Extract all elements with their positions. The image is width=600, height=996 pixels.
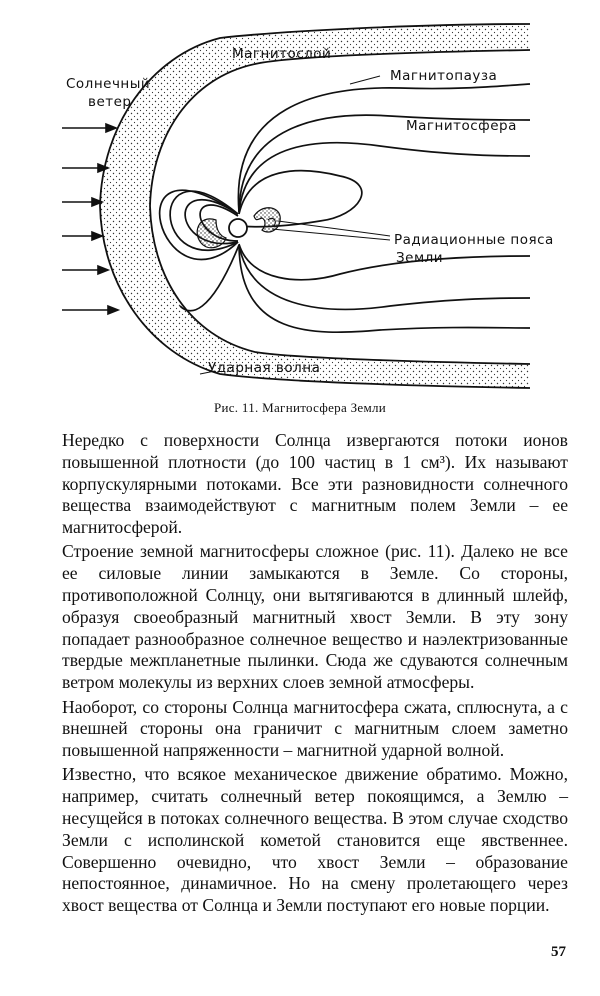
body-text [62, 430, 568, 917]
magnetosheath-label: Магнитослой [232, 46, 332, 62]
page-number: 57 [551, 944, 566, 960]
magnetopause-label: Магнитопауза [390, 68, 498, 84]
paragraph-4: Известно, что всякое механическое движение обратимо. Можно, например, считать солнечный ветер покоящимся, а Землю – несущейся в потоках солнечного вещества. В этом случае сходство Земли с исполинской кометой становится еще явственнее. Совершенно очевидно, что хвост Земли – образование непостоянное, динамичное. Но на смену пролетающего через хвост вещества от Солнца и Земли поступают его новые порции. [62, 764, 568, 916]
solar-wind-label-1: Солнечный [66, 76, 151, 92]
radiation-belts-label-1: Радиационные пояса [394, 232, 554, 248]
radiation-belt-left [197, 219, 226, 248]
earth [229, 219, 247, 237]
paragraph-1: Нередко с поверхности Солнца извергаются потоки ионов повышенной плотности (до 100 частиц в 1 см³). Их называют корпускулярными потоками. Все эти разновидности солнечного вещества взаимодействуют с магнитным полем Земли – ее магнитосферой. [62, 430, 568, 538]
magnetosphere-label: Магнитосфера [406, 118, 517, 134]
paragraph-3: Наоборот, со стороны Солнца магнитосфера сжата, сплюснута, а с внешней стороны она граничит с магнитным слоем заметно повышенной напряженности – магнитной ударной волной. [62, 696, 568, 761]
radiation-belts-label-2: Земли [396, 250, 444, 266]
figure-caption: Рис. 11. Магнитосфера Земли [213, 400, 387, 415]
paragraph-2: Строение земной магнитосферы сложное (рис. 11). Далеко не все ее силовые линии замыкаются в Земле. Со стороны, противоположной Солнцу, они вытягиваются в длинный шлейф, образуя своеобразный магнитный хвост Земли. В эту зону попадает разнообразное солнечное вещество и наэлектризованные твердые межпланетные пылинки. Сюда же сдуваются солнечным ветром молекулы из верхних слоев земной атмосферы. [62, 541, 568, 693]
magnetosphere-figure [40, 16, 580, 396]
magnetosphere-diagram [40, 16, 580, 396]
solar-wind-label-2: ветер [88, 94, 132, 110]
radiation-belt-right [254, 208, 280, 232]
magnetopause-line [150, 50, 530, 364]
bow-shock-label: Ударная волна [208, 360, 321, 376]
